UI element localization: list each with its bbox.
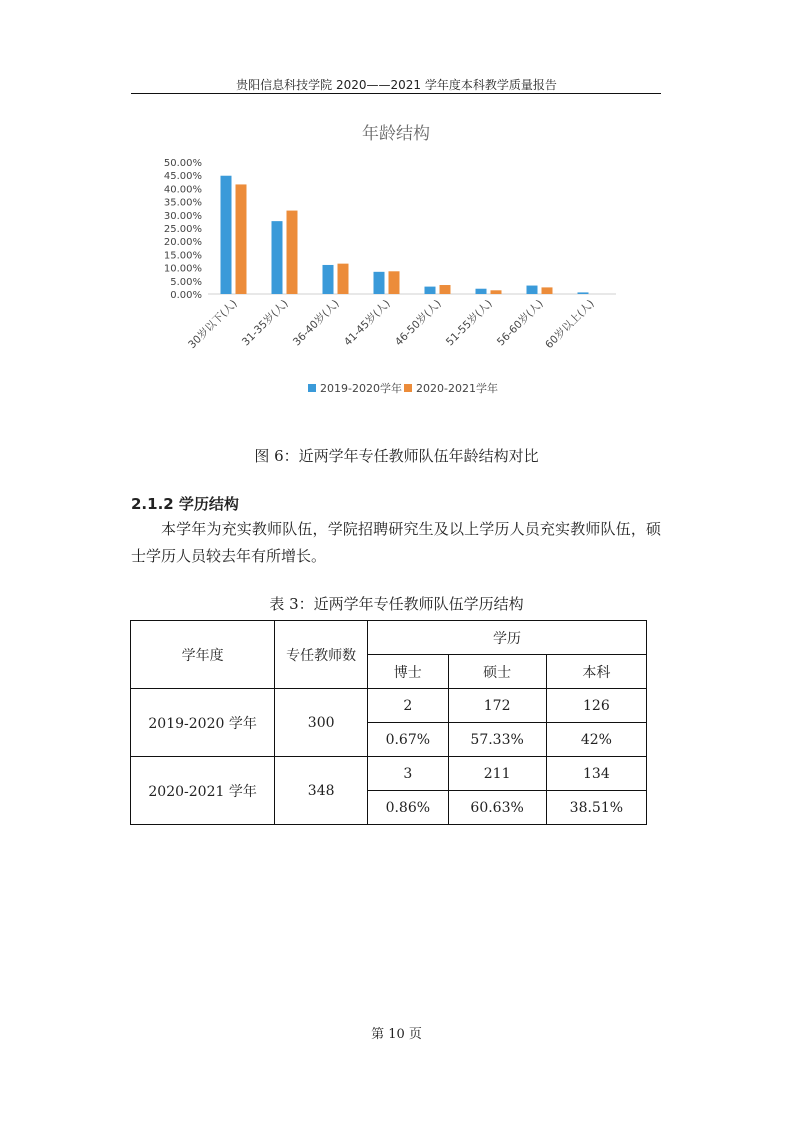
page-number: 第 10 页 xyxy=(371,1027,422,1042)
legend-swatch-1 xyxy=(308,384,316,392)
y-tick-label: 45.00% xyxy=(163,171,202,183)
cell-year: 2020-2021 学年 xyxy=(131,757,275,825)
x-tick-label: 60岁以上(人) xyxy=(543,297,597,352)
cell-year: 2019-2020 学年 xyxy=(131,689,275,757)
header-education: 学历 xyxy=(368,621,647,655)
bar-1-1 xyxy=(221,176,232,294)
y-tick-label: 40.00% xyxy=(163,184,202,196)
chart-title: 年龄结构 xyxy=(362,124,430,144)
cell-master-count: 211 xyxy=(448,757,546,791)
x-tick-label: 56-60岁(人) xyxy=(494,297,546,349)
bar-1-3 xyxy=(323,265,334,294)
bar-1-4 xyxy=(374,272,385,294)
header-bachelor: 本科 xyxy=(546,655,646,689)
bar-2-2 xyxy=(287,211,298,294)
x-tick-label: 51-55岁(人) xyxy=(443,297,495,349)
y-tick-label: 0.00% xyxy=(170,290,202,301)
page-header-title: 贵阳信息科技学院 2020——2021 学年度本科教学质量报告 xyxy=(236,78,557,92)
x-tick-label: 46-50岁(人) xyxy=(392,297,444,349)
x-tick-label: 36-40岁(人) xyxy=(290,297,342,349)
y-tick-label: 25.00% xyxy=(163,224,202,235)
table-row xyxy=(131,757,647,791)
y-tick-label: 30.00% xyxy=(163,210,202,222)
bar-1-8 xyxy=(578,292,589,294)
age-structure-chart xyxy=(130,110,630,410)
header-doctor: 博士 xyxy=(368,655,448,689)
cell-bachelor-percent: 38.51% xyxy=(546,791,646,825)
x-tick-label: 41-45岁(人) xyxy=(341,297,393,349)
bar-1-5 xyxy=(425,287,436,294)
legend-label-1: 2019-2020学年 xyxy=(320,382,402,395)
body-paragraph: 本学年为充实教师队伍，学院招聘研究生及以上学历人员充实教师队伍，硕士学历人员较去年有所增长。 xyxy=(131,520,661,565)
cell-doctor-count: 3 xyxy=(368,757,448,791)
cell-total: 348 xyxy=(275,757,368,825)
y-tick-label: 20.00% xyxy=(163,237,202,249)
y-tick-label: 5.00% xyxy=(170,276,202,288)
education-table xyxy=(130,620,647,825)
bar-2-7 xyxy=(542,287,553,294)
cell-doctor-percent: 0.86% xyxy=(368,791,448,825)
header-total: 专任教师数 xyxy=(275,621,368,689)
x-tick-label: 30岁以下(人) xyxy=(186,297,240,352)
y-tick-label: 35.00% xyxy=(163,197,202,209)
legend-label-2: 2020-2021学年 xyxy=(416,382,498,395)
y-tick-label: 10.00% xyxy=(163,263,202,275)
cell-bachelor-percent: 42% xyxy=(546,723,646,757)
table-row xyxy=(131,689,647,723)
y-tick-label: 50.00% xyxy=(163,158,202,169)
legend-swatch-2 xyxy=(404,384,412,392)
bar-1-2 xyxy=(272,221,283,294)
cell-master-percent: 60.63% xyxy=(448,791,546,825)
cell-total: 300 xyxy=(275,689,368,757)
header-rule xyxy=(131,93,661,94)
bar-2-5 xyxy=(440,285,451,294)
cell-master-percent: 57.33% xyxy=(448,723,546,757)
bar-2-3 xyxy=(338,264,349,294)
y-tick-label: 15.00% xyxy=(163,250,202,262)
cell-master-count: 172 xyxy=(448,689,546,723)
bar-2-1 xyxy=(236,184,247,294)
cell-bachelor-count: 134 xyxy=(546,757,646,791)
header-master: 硕士 xyxy=(448,655,546,689)
bar-2-6 xyxy=(491,290,502,294)
figure-caption: 图 6：近两学年专任教师队伍年龄结构对比 xyxy=(254,447,539,465)
x-tick-label: 31-35岁(人) xyxy=(239,297,291,349)
cell-bachelor-count: 126 xyxy=(546,689,646,723)
cell-doctor-count: 2 xyxy=(368,689,448,723)
section-heading: 2.1.2 学历结构 xyxy=(131,495,239,513)
bar-1-7 xyxy=(527,286,538,294)
cell-doctor-percent: 0.67% xyxy=(368,723,448,757)
bar-1-6 xyxy=(476,289,487,294)
bar-2-4 xyxy=(389,271,400,294)
header-year: 学年度 xyxy=(131,621,275,689)
table-caption: 表 3：近两学年专任教师队伍学历结构 xyxy=(269,595,524,613)
